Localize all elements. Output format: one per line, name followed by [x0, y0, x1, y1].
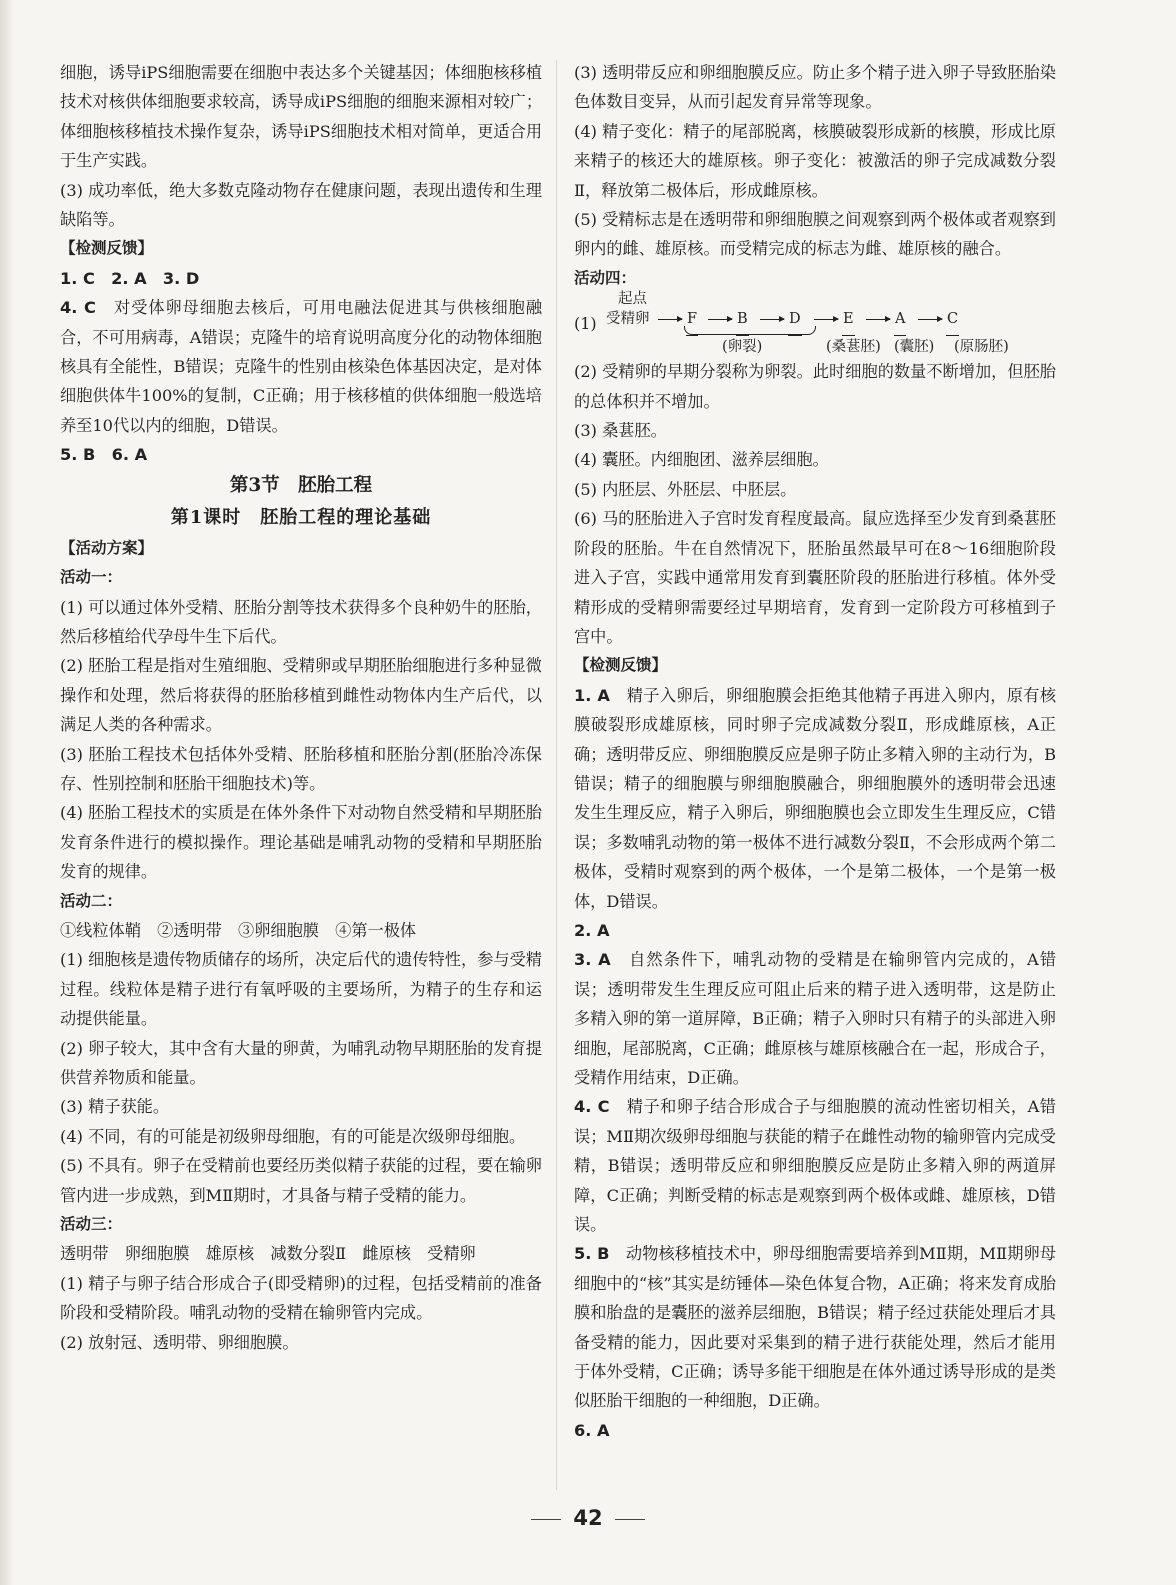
right-column — [574, 58, 1056, 1445]
flow-start-label: 起点 — [618, 291, 647, 308]
arrow-icon — [866, 319, 890, 320]
answer-text: 对受体卵母细胞去核后，可用电融法促进其与供核细胞融合，不可用病毒，A错误；克隆牛的培育说明高度分化的动物体细胞核具有全能性，B错误；克隆牛的性别由核染色体基因决定，是对体细胞供体牛100%的复制，C正确；用于核移植的供体细胞一般选培养至10代以内的细胞，D错误。 — [60, 298, 543, 435]
paragraph: (4) 胚胎工程技术的实质是在体外条件下对动物自然受精和早期胚胎发育条件进行的模拟操作。理论基础是哺乳动物的受精和早期胚胎发育的规律。 — [60, 803, 542, 882]
arrow-icon — [918, 319, 942, 320]
stage-label-blastocyst: (囊胚) — [894, 339, 935, 356]
paragraph: (2) 卵子较大，其中含有大量的卵黄，为哺乳动物早期胚胎的发育提供营养物质和能量。 — [60, 1038, 542, 1087]
activity-4-heading: 活动四： — [574, 268, 637, 287]
answers-1-3: 1. C 2. A 3. D — [60, 268, 200, 288]
paragraph: (3) 胚胎工程技术包括体外受精、胚胎移植和胚胎分割(胚胎冷冻保存、性别控制和胚胎干细胞技术)等。 — [60, 744, 542, 793]
answer-label: 1. A — [574, 685, 610, 705]
development-flowchart — [574, 293, 1056, 357]
answer-label: 4. C — [574, 1097, 610, 1117]
paragraph: (4) 囊胚。内细胞团、滋养层细胞。 — [574, 450, 829, 470]
paragraph: (3) 精子获能。 — [60, 1097, 170, 1117]
paragraph: (6) 马的胚胎进入子宫时发育程度最高。鼠应选择至少发育到桑葚胚阶段的胚胎。牛在自然情况下，胚胎虽然最早可在8～16细胞阶段进入子宫，实践中通常用发育到囊胚阶段的胚胎进行移植。体外受精形成的受精卵需要经过早期培育，发育到一定阶段方可移植到子宫中。 — [574, 509, 1056, 646]
structure-labels: ①线粒体鞘 ②透明带 ③卵细胞膜 ④第一极体 — [60, 920, 417, 940]
answer-text: 精子和卵子结合形成合子与细胞膜的流动性密切相关，A错误；MⅡ期次级卵母细胞与获能的精子在雌性动物的输卵管内完成受精，B错误；透明带反应和卵细胞膜反应是防止多精入卵的两道屏障，C正确；判断受精的标志是观察到两个极体或雌、雄原核，D错误。 — [574, 1097, 1056, 1235]
paragraph: (2) 放射冠、透明带、卵细胞膜。 — [60, 1332, 299, 1352]
paragraph: (2) 受精卵的早期分裂称为卵裂。此时细胞的数量不断增加，但胚胎的总体积并不增加。 — [574, 362, 1056, 411]
page-edge-shadow — [0, 0, 14, 1585]
flow-start: 受精卵 — [606, 311, 650, 328]
answer-1 — [574, 681, 1056, 916]
arrow-icon — [658, 319, 682, 320]
flow-node: E — [842, 305, 855, 335]
feedback-heading: 【检测反馈】 — [60, 239, 154, 258]
left-column — [60, 58, 542, 1357]
answer-text: 精子入卵后，卵细胞膜会拒绝其他精子再进入卵内，原有核膜破裂形成雄原核，同时卵子完成减数分裂Ⅱ，形成雌原核，A正确；透明带反应、卵细胞膜反应是卵子防止多精入卵的主动行为，B错误；精子的细胞膜与卵细胞膜融合，卵细胞膜外的透明带会迅速发生生理反应，精子入卵后，卵细胞膜也会立即发生生理反应，C错误；多数哺乳动物的第一极体不进行减数分裂Ⅱ，不会形成两个第二极体，受精时观察到的两个极体，一个是第二极体，一个是第一极体，D错误。 — [574, 685, 1057, 911]
paragraph: (4) 精子变化：精子的尾部脱离，核膜破裂形成新的核膜，形成比原来精子的核还大的雄原核。卵子变化：被激活的卵子完成减数分裂Ⅱ，释放第二极体后，形成雌原核。 — [574, 121, 1056, 200]
paragraph: (3) 桑葚胚。 — [574, 421, 667, 441]
answers-5-6: 5. B 6. A — [60, 445, 148, 465]
stage-label-gastrula: (原肠胚) — [954, 339, 1009, 356]
column-divider — [556, 60, 557, 1490]
answer-text: 动物核移植技术中，卵母细胞需要培养到MⅡ期，MⅡ期卵母细胞中的“核”其实是纺锤体—染色体复合物，A正确；将来发育成胎膜和胎盘的是囊胚的滋养层细胞，B错误；精子经过获能处理后才具备受精的能力，因此要对采集到的精子进行获能处理，然后才能用于体外受精，C正确；诱导多能干细胞是在体外通过诱导形成的是类似胚胎干细胞的一种细胞，D正确。 — [574, 1244, 1057, 1411]
answer-5 — [574, 1239, 1056, 1415]
stage-label-morula: (桑葚胚) — [826, 339, 881, 356]
paragraph: (5) 受精标志是在透明带和卵细胞膜之间观察到两个极体或者观察到卵内的雌、雄原核。而受精完成的标志为雌、雄原核的融合。 — [574, 210, 1056, 259]
arrow-icon — [760, 319, 784, 320]
answer-6: 6. A — [574, 1420, 610, 1440]
answer-4 — [60, 293, 542, 440]
paragraph: (5) 内胚层、外胚层、中胚层。 — [574, 479, 797, 499]
paragraph: 细胞，诱导iPS细胞需要在细胞中表达多个关键基因；体细胞核移植技术对核供体细胞要求较高，诱导成iPS细胞的细胞来源相对较广；体细胞核移植技术操作复杂，诱导iPS细胞技术相对简单，更适合用于生产实践。 — [60, 63, 542, 171]
page-number-text: 42 — [573, 1506, 603, 1530]
answer-label: 3. A — [574, 950, 611, 970]
flow-node: A — [894, 305, 906, 335]
page-number — [0, 1506, 1176, 1530]
answer-2: 2. A — [574, 920, 610, 940]
arrow-icon — [708, 319, 732, 320]
flow-number: (1) — [574, 314, 597, 334]
flow-node: B — [736, 305, 749, 335]
answer-label: 4. C — [60, 298, 96, 318]
answer-text: 自然条件下，哺乳动物的受精是在输卵管内完成的，A错误；透明带发生生理反应可阻止后来的精子进入透明带，这是防止多精入卵的第一道屏障，B正确；精子入卵时只有精子的头部进入卵细胞，尾部脱离，C正确；雌原核与雄原核融合在一起，形成合子，受精作用结束，D正确。 — [574, 950, 1057, 1087]
paragraph: (4) 不同，有的可能是初级卵母细胞，有的可能是次级卵母细胞。 — [60, 1126, 526, 1146]
activity-1-heading: 活动一： — [60, 568, 123, 587]
paragraph: (3) 透明带反应和卵细胞膜反应。防止多个精子进入卵子导致胚胎染色体数目变异，从而引起发育异常等现象。 — [574, 63, 1056, 112]
answer-4 — [574, 1092, 1056, 1239]
activity-plan-heading: 【活动方案】 — [60, 538, 154, 557]
paragraph: (1) 精子与卵子结合形成合子(即受精卵)的过程，包括受精前的准备阶段和受精阶段。哺乳动物的受精在输卵管内完成。 — [60, 1273, 542, 1323]
answer-3 — [574, 945, 1056, 1092]
paragraph: (1) 可以通过体外受精、胚胎分割等技术获得多个良种奶牛的胚胎，然后移植给代孕母牛生下后代。 — [60, 597, 542, 646]
paragraph: (5) 不具有。卵子在受精前也要经历类似精子获能的过程，要在输卵管内进一步成熟，到MⅡ期时，才具备与精子受精的能力。 — [60, 1156, 542, 1205]
arrow-icon — [814, 319, 838, 320]
flow-node: D — [788, 305, 802, 335]
lesson-title: 第1课时 胚胎工程的理论基础 — [170, 506, 432, 528]
section-title: 第3节 胚胎工程 — [229, 474, 373, 496]
activity-3-heading: 活动三： — [60, 1215, 123, 1234]
stage-label-cleavage: (卵裂) — [722, 339, 763, 356]
paragraph: (1) 细胞核是遗传物质储存的场所，决定后代的遗传特性，参与受精过程。线粒体是精子进行有氧呼吸的主要场所，为精子的生存和运动提供能量。 — [60, 950, 542, 1029]
paragraph: (2) 胚胎工程是指对生殖细胞、受精卵或早期胚胎细胞进行多种显微操作和处理，然后将获得的胚胎移植到雌性动物体内生产后代，以满足人类的各种需求。 — [60, 656, 542, 735]
paragraph: (3) 成功率低，绝大多数克隆动物存在健康问题，表现出遗传和生理缺陷等。 — [60, 180, 542, 230]
flow-node: C — [946, 305, 959, 335]
flow-node: F — [686, 305, 698, 335]
fill-words: 透明带 卵细胞膜 雄原核 减数分裂Ⅱ 雌原核 受精卵 — [60, 1244, 476, 1264]
feedback-heading: 【检测反馈】 — [574, 656, 668, 675]
answer-label: 5. B — [574, 1244, 610, 1264]
activity-2-heading: 活动二： — [60, 891, 123, 910]
